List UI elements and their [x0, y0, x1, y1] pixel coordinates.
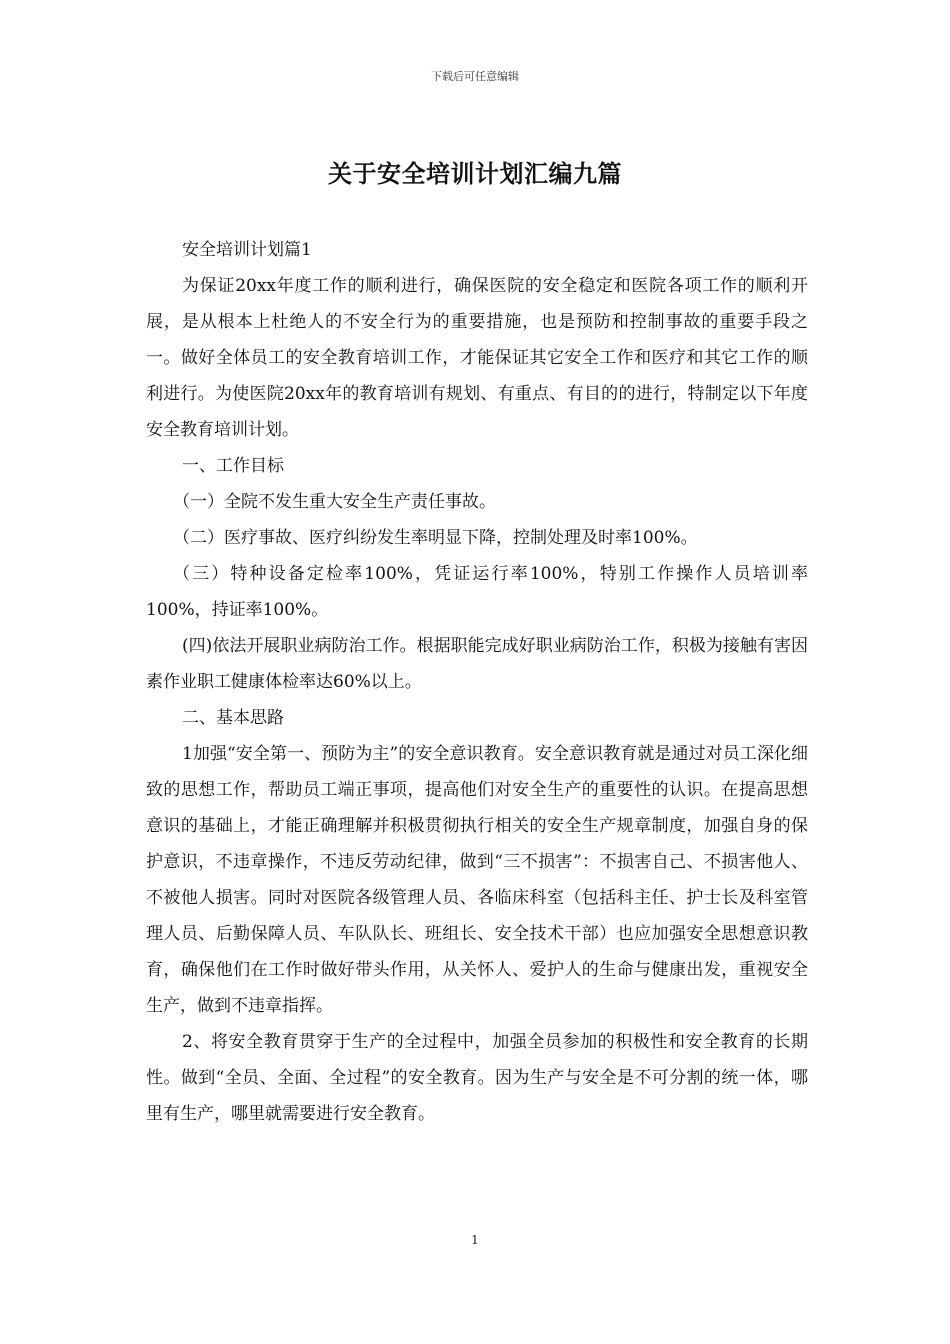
section-heading: 一、工作目标 [182, 456, 284, 476]
paragraph: 为保证20xx年度工作的顺利进行，确保医院的安全稳定和医院各项工作的顺利开展，是从根本上杜绝人的不安全行为的重要措施，也是预防和控制事故的重要手段之一。做好全体员工的安全教育培训工作，才能保证其它安全工作和医疗和其它工作的顺利进行。为使医院20xx年的教育培训有规划、有重点、有目的的进行，特制定以下年度安全教育培训计划。 [146, 276, 808, 440]
list-item: （二）医疗事故、医疗纠纷发生率明显下降，控制处理及时率100%。 [173, 528, 698, 548]
document-title: 关于安全培训计划汇编九篇 [328, 159, 622, 188]
paragraph: 2、将安全教育贯穿于生产的全过程中，加强全员参加的积极性和安全教育的长期性。做到“全员、全面、全过程”的安全教育。因为生产与安全是不可分割的统一体，哪里有生产，哪里就需要进行安全教育。 [146, 1032, 808, 1124]
list-item: （三）特种设备定检率100%，凭证运行率100%，特别工作操作人员培训率100%，持证率100%。 [146, 564, 808, 620]
document-body [146, 232, 808, 1132]
list-item: (四)依法开展职业病防治工作。根据职能完成好职业病防治工作，积极为接触有害因素作业职工健康体检率达60%以上。 [146, 636, 808, 692]
paragraph: 1加强“安全第一、预防为主”的安全意识教育。安全意识教育就是通过对员工深化细致的思想工作，帮助员工端正事项，提高他们对安全生产的重要性的认识。在提高思想意识的基础上，才能正确理解并积极贯彻执行相关的安全生产规章制度，加强自身的保护意识，不违章操作，不违反劳动纪律，做到“三不损害”：不损害自己、不损害他人、不被他人损害。同时对医院各级管理人员、各临床科室（包括科主任、护士长及科室管理人员、后勤保障人员、车队队长、班组长、安全技术干部）也应加强安全思想意识教育，确保他们在工作时做好带头作用，从关怀人、爱护人的生命与健康出发，重视安全生产，做到不违章指挥。 [146, 744, 808, 1016]
section-heading: 二、基本思路 [182, 708, 284, 728]
section-heading: 安全培训计划篇1 [182, 240, 312, 260]
header-note: 下载后可任意编辑 [431, 70, 519, 83]
list-item: （一）全院不发生重大安全生产责任事故。 [173, 492, 496, 512]
page-number: 1 [471, 1233, 479, 1247]
